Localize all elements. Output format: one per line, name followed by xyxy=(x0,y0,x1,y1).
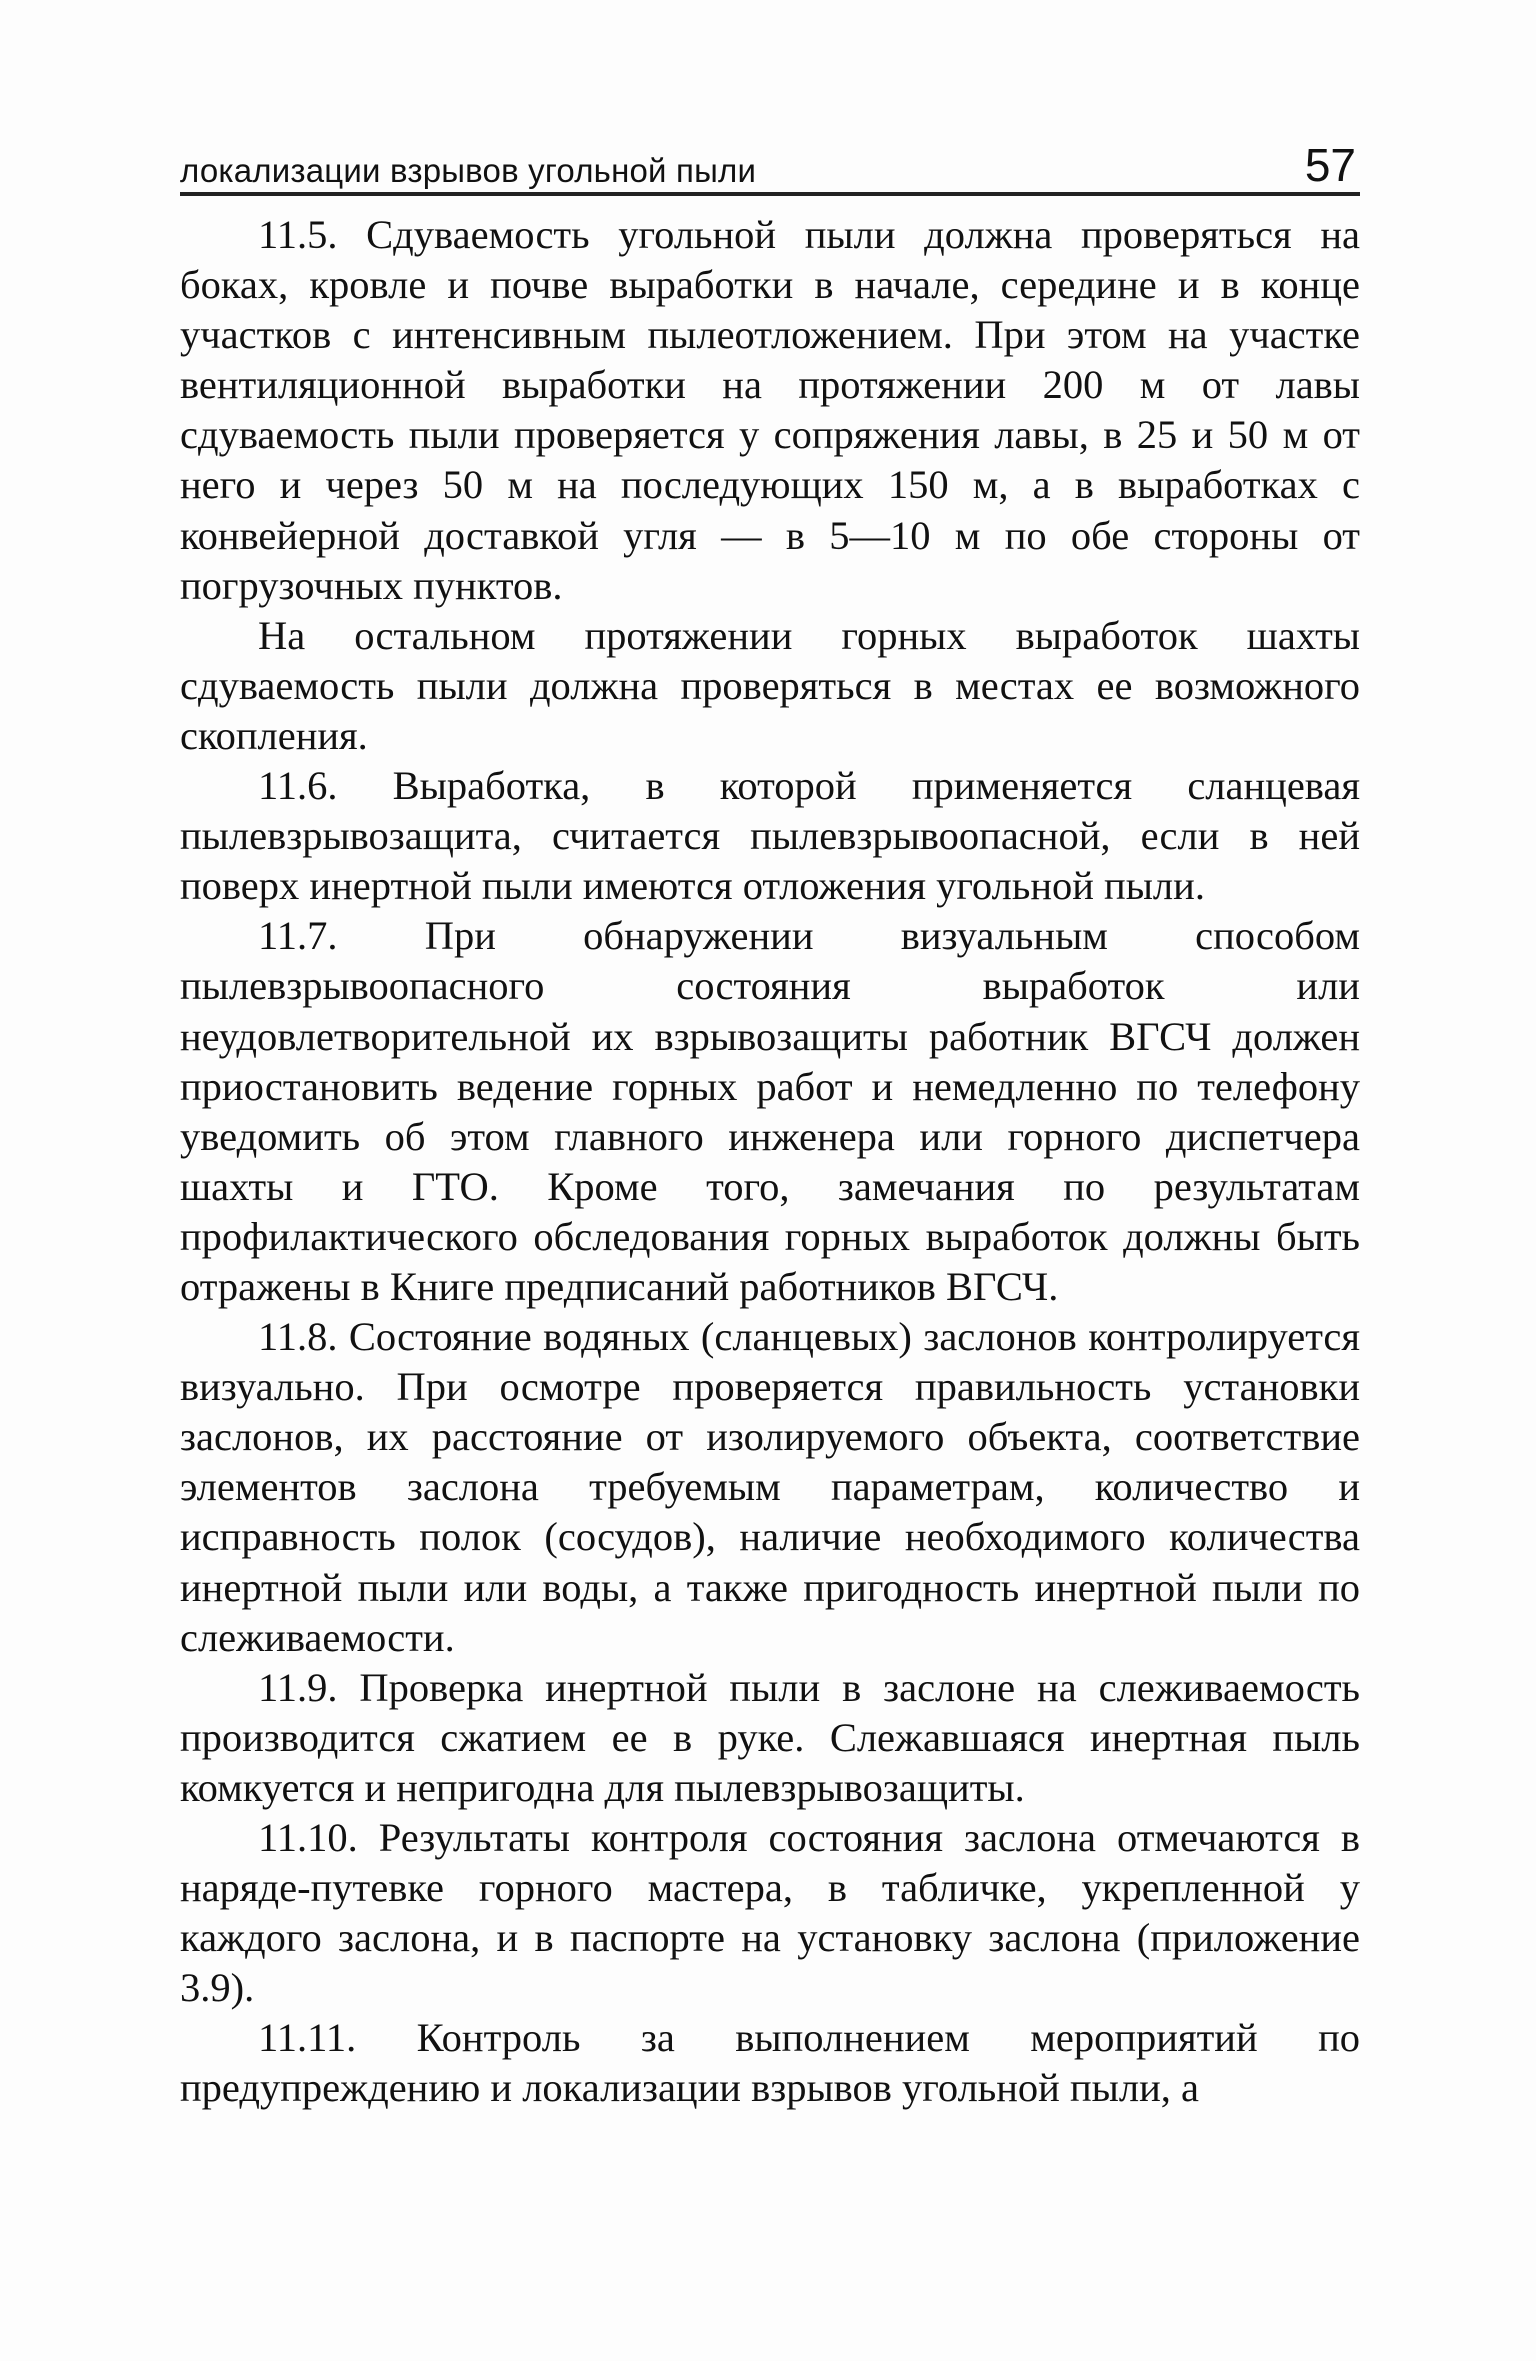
book-page xyxy=(180,130,1360,2114)
paragraph-11-8: 11.8. Состояние водяных (сланцевых) заслонов контролируется визуально. При осмотре проверяется правильность установки заслонов, их расстояние от изолируемого объекта, соответствие элементов заслона требуемым параметрам, количество и исправность полок (сосудов), наличие необходимого количества инертной пыли или воды, а также пригодность инертной пыли по слеживаемости. xyxy=(180,1314,1360,1660)
paragraph-11-9: 11.9. Проверка инертной пыли в заслоне на слеживаемость производится сжатием ее в руке. Слежавшаяся инертная пыль комкуется и непригодна для пылевзрывозащиты. xyxy=(180,1664,1360,1810)
paragraph-11-6: 11.6. Выработка, в которой применяется сланцевая пылевзрывозащита, считается пылевзрывоопасной, если в ней поверх инертной пыли имеются отложения угольной пыли. xyxy=(180,763,1360,909)
page-number: 57 xyxy=(1304,139,1356,191)
paragraph-11-5: 11.5. Сдуваемость угольной пыли должна проверяться на боках, кровле и почве выработки в начале, середине и в конце участков с интенсивным пылеотложением. При этом на участке вентиляционной выработки на протяжении 200 м от лавы сдуваемость пыли проверяется у сопряжения лавы, в 25 и 50 м от него и через 50 м на последующих 150 м, а в выработках с конвейерной доставкой угля — в 5—10 м по обе стороны от погрузочных пунктов. xyxy=(180,212,1360,608)
running-title: локализации взрывов угольной пыли xyxy=(180,152,757,189)
paragraph-11-10: 11.10. Результаты контроля состояния заслона отмечаются в наряде-путевке горного мастера, в табличке, укрепленной у каждого заслона, и в паспорте на установку заслона (приложение 3.9). xyxy=(180,1815,1360,2011)
paragraph-11-7: 11.7. При обнаружении визуальным способом пылевзрывоопасного состояния выработок или неудовлетворительной их взрывозащиты работник ВГСЧ должен приостановить ведение горных работ и немедленно по телефону уведомить об этом главного инженера или горного диспетчера шахты и ГТО. Кроме того, замечания по результатам профилактического обследования горных выработок должны быть отражены в Книге предписаний работников ВГСЧ. xyxy=(180,913,1360,1309)
body-text xyxy=(180,210,1360,2114)
running-header xyxy=(180,130,1360,196)
paragraph-11-11: 11.11. Контроль за выполнением мероприятий по предупреждению и локализации взрывов угольной пыли, а xyxy=(180,2015,1360,2111)
paragraph-11-5-continued: На остальном протяжении горных выработок шахты сдуваемость пыли должна проверяться в местах ее возможного скопления. xyxy=(180,612,1360,758)
